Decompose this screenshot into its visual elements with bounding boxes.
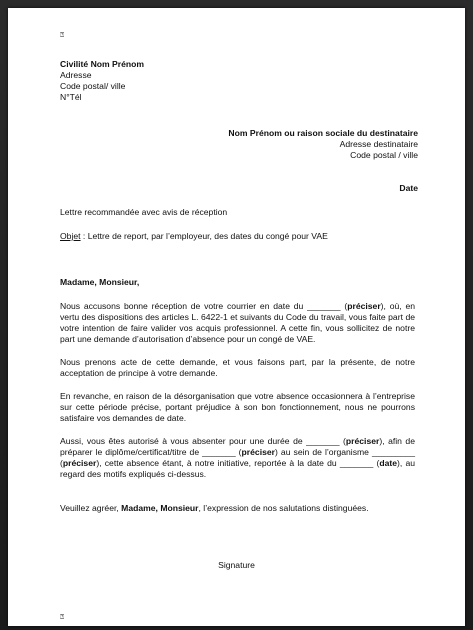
recipient-block <box>228 128 418 161</box>
placeholder-glyph-top: ⍰ <box>60 32 65 39</box>
object-line <box>60 231 420 242</box>
object-label: Objet <box>60 231 81 241</box>
placeholder-glyph-bottom: ⍰ <box>60 614 65 621</box>
paragraph-4-bold-b: préciser <box>345 436 380 446</box>
paragraph-4-text-i: ), au regard des motifs expliqués ci-dessus. <box>60 458 415 479</box>
paragraph-4-bold-h: date <box>379 458 398 468</box>
recipient-address: Adresse destinataire <box>339 139 418 149</box>
paragraph-4-bold-f: préciser <box>62 458 97 468</box>
recipient-city: Code postal / ville <box>350 150 418 160</box>
paragraph-4-bold-d: préciser <box>241 447 275 457</box>
paragraph-3: En revanche, en raison de la désorganisation que votre absence occasionnera à l’entreprise sur cette période précise, portant préjudice à son bon fonctionnement, nous ne pourrons satisfaire vos demandes de date. <box>60 391 415 423</box>
letter-date: Date <box>399 183 418 193</box>
sender-block <box>60 59 144 103</box>
paragraph-1-text-a: Nous accusons bonne réception de votre courrier en date du _______ ( <box>60 301 348 311</box>
closing-text-c: , l’expression de nos salutations distinguées. <box>198 503 369 513</box>
letter-meta <box>60 207 420 242</box>
closing-formula <box>60 503 420 514</box>
sender-city: Code postal/ ville <box>60 81 126 91</box>
closing-bold: Madame, Monsieur <box>121 503 199 513</box>
paragraph-4-text-g: ), cette absence étant, à notre initiative, reportée à la date du _______ ( <box>96 458 380 468</box>
paragraph-4-text-c: ), afin de préparer le diplôme/certificat/titre de _______ ( <box>60 436 415 457</box>
signature: Signature <box>218 560 255 570</box>
sender-phone: N°Tél <box>60 92 82 102</box>
sender-address: Adresse <box>60 70 92 80</box>
delivery-mode: Lettre recommandée avec avis de réception <box>60 207 228 217</box>
letter-page <box>8 8 465 626</box>
paragraph-2: Nous prenons acte de cette demande, et vous faisons part, par la présente, de notre acceptation de principe à votre demande. <box>60 357 415 378</box>
closing-text-a: Veuillez agréer, <box>60 503 122 513</box>
paragraph-4-text-e: ) au sein de l’organisme _________ ( <box>60 447 415 468</box>
paragraph-4-text-a: Aussi, vous êtes autorisé à vous absenter pour une durée de _______ ( <box>60 436 346 446</box>
sender-name: Civilité Nom Prénom <box>60 59 145 69</box>
paragraph-1 <box>60 301 415 345</box>
paragraph-1-bold: préciser <box>347 301 381 311</box>
recipient-name: Nom Prénom ou raison sociale du destinataire <box>228 128 418 138</box>
paragraph-1-text-c: ), où, en vertu des dispositions des articles L. 6422-1 et suivants du Code du travail, vous faite part de votre intention de faire valider vos acquis professionnel. A cette fin, vous sollicitez de notre part une demande d’autorisation d’absence pour un congé de VAE. <box>60 301 415 344</box>
letter-body <box>60 301 415 492</box>
paragraph-4 <box>60 436 415 480</box>
object-text: : Lettre de report, par l’employeur, des dates du congé pour VAE <box>80 231 328 241</box>
salutation: Madame, Monsieur, <box>60 277 140 287</box>
